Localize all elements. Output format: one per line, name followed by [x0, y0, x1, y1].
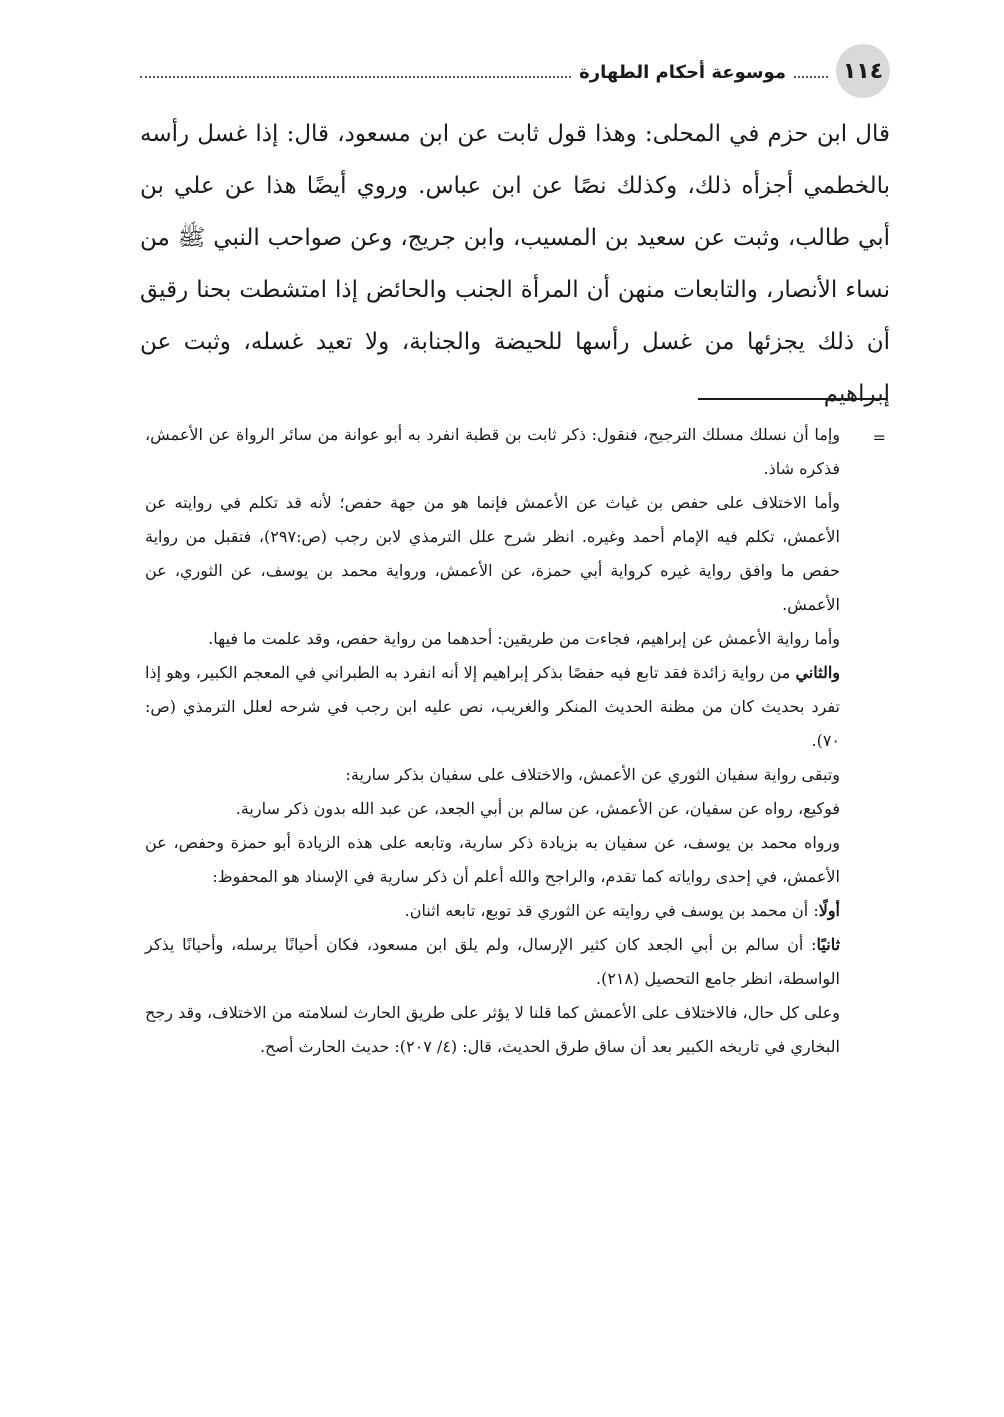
header-dots-right [794, 76, 828, 78]
footnote-bold-lead: أولًا [818, 901, 840, 920]
footnote-paragraph: وإما أن نسلك مسلك الترجيح، فنقول: ذكر ثابت بن قطبة انفرد به أبو عوانة من سائر الرواة عن الأعمش، فذكره شاذ. [145, 425, 840, 478]
footnote-paragraph [145, 894, 840, 928]
running-title [140, 58, 828, 86]
page-header [140, 44, 890, 100]
footnote-text: : أن سالم بن أبي الجعد كان كثير الإرسال، ولم يلق ابن مسعود، فكان أحيانًا يرسله، وأحيانًا يذكر الواسطة، انظر جامع التحصيل (٢١٨). [145, 935, 840, 988]
footnotes [145, 418, 840, 1064]
footnote-paragraph: وأما رواية الأعمش عن إبراهيم، فجاءت من طريقين: أحدهما من رواية حفص، وقد علمت ما فيها. [208, 629, 840, 648]
header-dots-left [140, 76, 571, 78]
footnote-paragraph [145, 928, 840, 996]
footnote-paragraph: وأما الاختلاف على حفص بن غياث عن الأعمش فإنما هو من جهة حفص؛ لأنه قد تكلم في روايته عن الأعمش، تكلم فيه الإمام أحمد وغيره. انظر شرح علل الترمذي لابن رجب (ص:٢٩٧)، فتقبل من رواية حفص ما وافق رواية غيره كرواية أبي حمزة، عن الأعمش، ورواية محمد بن يوسف، عن الثوري، عن الأعمش. [145, 493, 841, 614]
footnote-bold-lead: والثاني [795, 663, 840, 682]
book-title: موسوعة أحكام الطهارة [579, 61, 786, 83]
main-paragraph: قال ابن حزم في المحلى: وهذا قول ثابت عن ابن مسعود، قال: إذا غسل رأسه بالخطمي أجزأه ذلك، وكذلك نصًا عن ابن عباس. وروي أيضًا هذا عن علي بن أبي طالب، وثبت عن سعيد بن المسيب، وابن جريج، وعن صواحب النبي ﷺ من نساء الأنصار، والتابعات منهن أن المرأة الجنب والحائض إذا امتشطت بحنا رقيق أن ذلك يجزئها من غسل رأسها للحيضة والجنابة، ولا تعيد غسله، وثبت عن إبراهيم [140, 121, 890, 407]
footnote-paragraph: فوكيع، رواه عن سفيان، عن الأعمش، عن سالم بن أبي الجعد، عن عبد الله بدون ذكر سارية. [235, 799, 840, 818]
footnote-paragraph: وتبقى رواية سفيان الثوري عن الأعمش، والاختلاف على سفيان بذكر سارية: [345, 765, 840, 784]
footnote-paragraph: وعلى كل حال، فالاختلاف على الأعمش كما قلنا لا يؤثر على طريق الحارث لسلامته من الاختلاف، وقد رجح البخاري في تاريخه الكبير بعد أن ساق طرق الحديث، قال: (٤/ ٢٠٧): حديث الحارث أصح. [145, 1003, 840, 1056]
footnote-paragraph [145, 656, 840, 758]
main-text [140, 108, 890, 420]
page-number: ١١٤ [836, 44, 890, 98]
footnote-divider [698, 398, 886, 400]
footnote-continuation-mark: = [872, 428, 886, 447]
footnote-text: : أن محمد بن يوسف في روايته عن الثوري قد توبع، تابعه اثنان. [404, 901, 819, 920]
footnote-paragraph: ورواه محمد بن يوسف، عن سفيان به بزيادة ذكر سارية، وتابعه على هذه الزيادة أبو حمزة وحفص، عن الأعمش، في إحدى رواياته كما تقدم، والراجح والله أعلم أن ذكر سارية في الإسناد هو المحفوظ: [145, 833, 840, 886]
footnote-text: من رواية زائدة فقد تابع فيه حفصًا بذكر إبراهيم إلا أنه انفرد به الطبراني في المعجم الكبير، وهو إذا تفرد بحديث كان من مظنة الحديث المنكر والغريب، نص عليه ابن رجب في شرحه لعلل الترمذي (ص: ٧٠). [145, 663, 840, 750]
footnote-bold-lead: ثانيًا [816, 935, 841, 954]
